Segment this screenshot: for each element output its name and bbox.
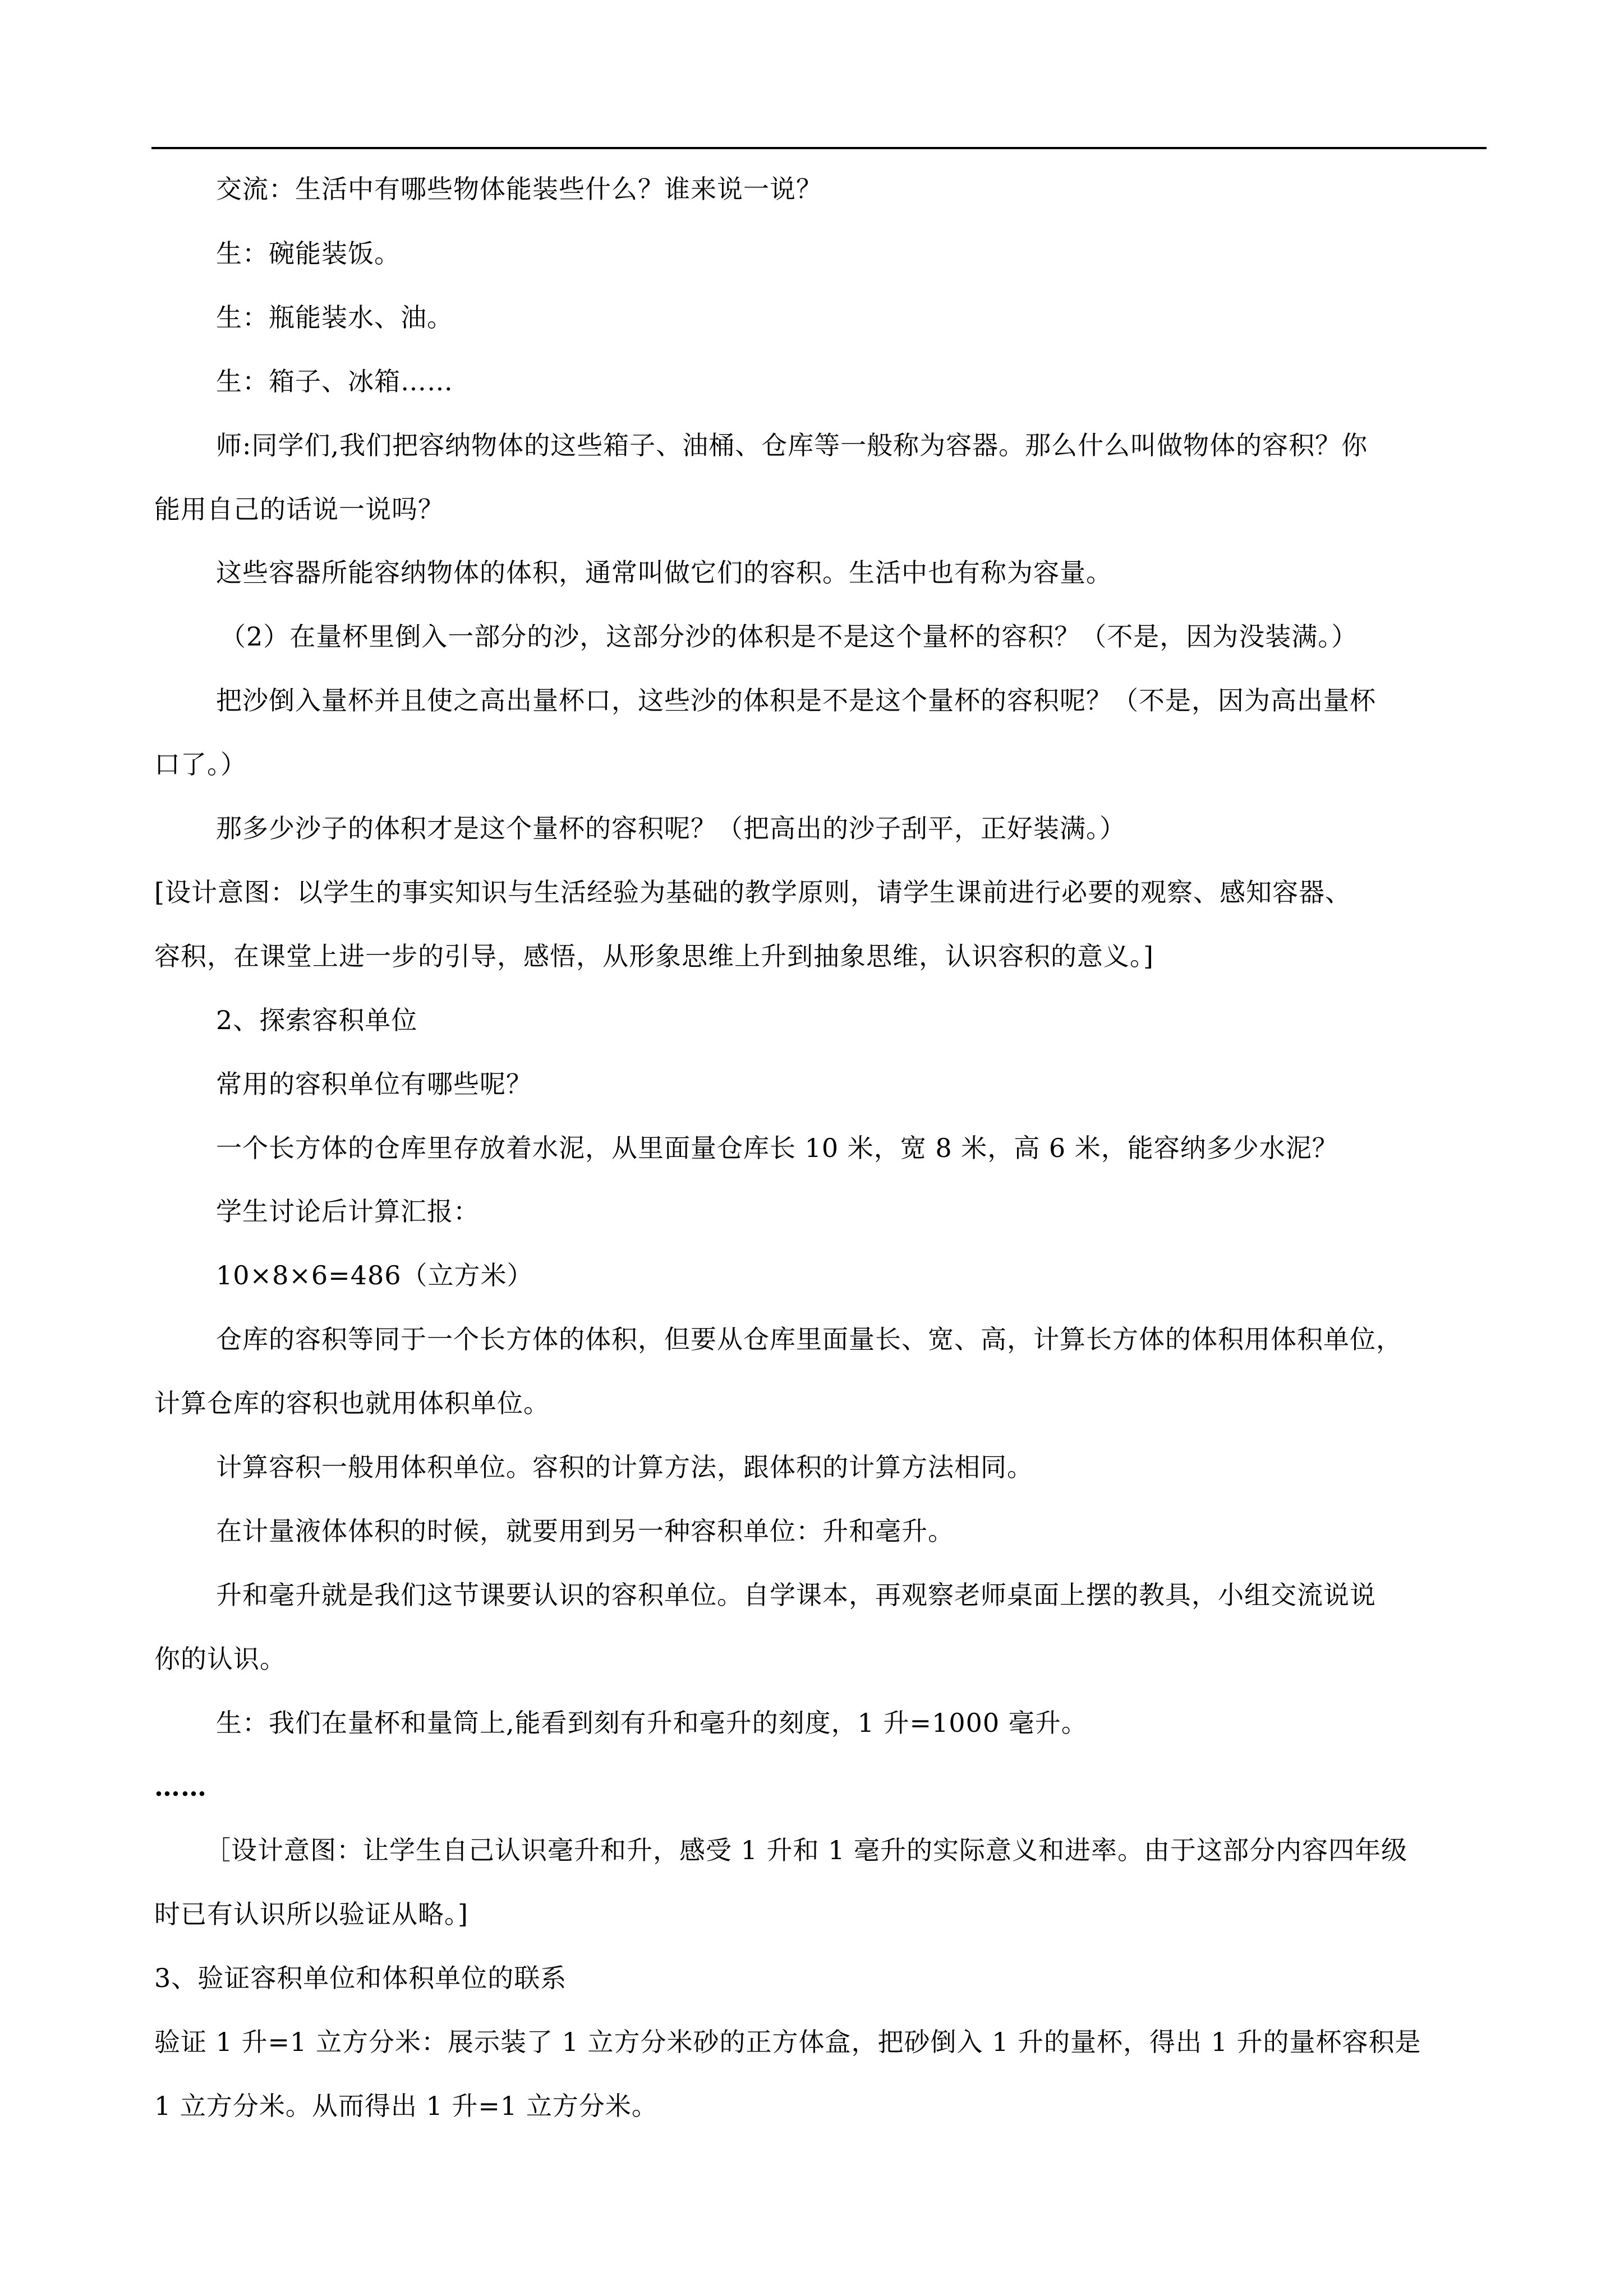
text-line: 计算容积一般用体积单位。容积的计算方法，跟体积的计算方法相同。	[216, 1452, 1033, 1482]
design-intent-line: 容积，在课堂上进一步的引导，感悟，从形象思维上升到抽象思维，认识容积的意义。]	[154, 941, 1154, 971]
text-line: 生：碗能装饭。	[216, 238, 401, 269]
text-line: 生：箱子、冰箱……	[216, 366, 453, 397]
design-intent-line: ［设计意图：让学生自己认识毫升和升，感受 1 升和 1 毫升的实际意义和进率。由于这部分内容四年级	[205, 1835, 1408, 1865]
text-line: 那多少沙子的体积才是这个量杯的容积呢？（把高出的沙子刮平，正好装满。）	[216, 813, 1126, 843]
text-line: 升和毫升就是我们这节课要认识的容积单位。自学课本，再观察老师桌面上摆的教具，小组交流说说	[216, 1580, 1376, 1610]
text-line: 你的认识。	[154, 1644, 286, 1674]
formula-line: 10×8×6=486（立方米）	[216, 1260, 533, 1290]
text-line: 计算仓库的容积也就用体积单位。	[154, 1388, 550, 1418]
ellipsis-line: ……	[154, 1772, 207, 1802]
text-line: 常用的容积单位有哪些呢？	[216, 1069, 532, 1099]
text-line: 1 立方分米。从而得出 1 升=1 立方分米。	[154, 2091, 658, 2121]
text-line: 学生讨论后计算汇报：	[216, 1196, 480, 1227]
text-line: 生：我们在量杯和量筒上,能看到刻有升和毫升的刻度，1 升=1000 毫升。	[216, 1708, 1088, 1738]
header-rule	[151, 147, 1487, 149]
text-line: （2）在量杯里倒入一部分的沙，这部分沙的体积是不是这个量杯的容积？（不是，因为没装满。）	[220, 621, 1358, 652]
text-line: 在计量液体体积的时候，就要用到另一种容积单位：升和毫升。	[216, 1516, 954, 1546]
text-line: 验证 1 升=1 立方分米：展示装了 1 立方分米砂的正方体盒，把砂倒入 1 升的量杯，得出 1 升的量杯容积是	[154, 2027, 1421, 2057]
design-intent-line: 时已有认识所以验证从略。]	[154, 1899, 468, 1929]
section-heading: 3、验证容积单位和体积单位的联系	[154, 1963, 567, 1993]
text-line: 交流：生活中有哪些物体能装些什么？谁来说一说？	[216, 174, 822, 204]
design-intent-line: [设计意图：以学生的事实知识与生活经验为基础的教学原则，请学生课前进行必要的观察、感知容器、	[154, 877, 1351, 907]
text-line: 仓库的容积等同于一个长方体的体积，但要从仓库里面量长、宽、高，计算长方体的体积用体积单位，	[216, 1324, 1402, 1354]
text-line: 生：瓶能装水、油。	[216, 302, 453, 333]
text-line: 把沙倒入量杯并且使之高出量杯口，这些沙的体积是不是这个量杯的容积呢？（不是，因为高出量杯	[216, 685, 1376, 716]
text-line: 师:同学们,我们把容纳物体的这些箱子、油桶、仓库等一般称为容器。那么什么叫做物体的容积？你	[216, 430, 1368, 460]
text-line: 能用自己的话说一说吗？	[154, 494, 444, 524]
text-line: 口了。）	[154, 749, 247, 780]
text-line: 这些容器所能容纳物体的体积，通常叫做它们的容积。生活中也有称为容量。	[216, 557, 1112, 588]
section-heading: 2、探索容积单位	[216, 1005, 418, 1035]
text-line: 一个长方体的仓库里存放着水泥，从里面量仓库长 10 米，宽 8 米，高 6 米，能容纳多少水泥？	[216, 1133, 1338, 1163]
